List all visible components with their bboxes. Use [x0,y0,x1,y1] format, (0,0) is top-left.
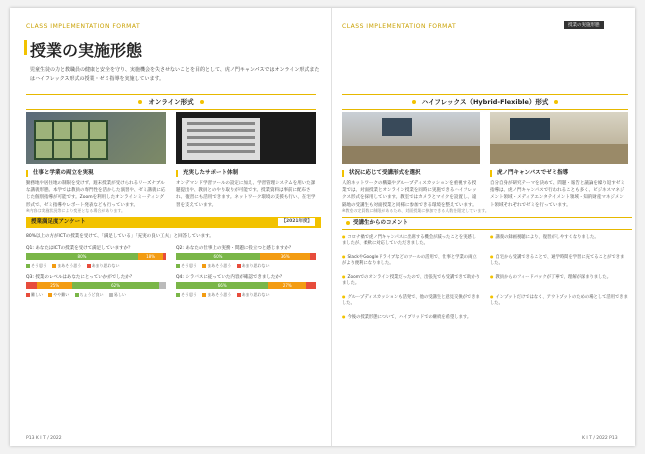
legend-label: そう思う [31,263,47,268]
comment-item: ● 自宅から受講できることで、通学時間を学習に充てることができました。 [490,254,628,268]
card-text-2: オンデマンド学習ツールの設定に加え、学習管理システムを用いた課題提出や、教員とのやり取りが可能です。授業資料は事前に配布され、復習にも活用できます。ネットワーク環境の支援も行い、在宅学習を支えています。 [176,181,316,208]
legend-swatch [87,264,91,268]
legend-swatch [48,293,52,297]
screen-window [182,118,260,160]
survey-bar-q2 [176,253,316,260]
survey-year-badge: 【2021年度】 [278,218,315,226]
brochure-spread [10,8,635,446]
bar-segment [26,282,37,289]
page-title: 授業の実施形態 [30,41,143,60]
dot-icon [200,100,204,104]
classroom-screen [510,118,550,140]
card-title-3: 状況に応じて受講形式を選択 [342,170,421,177]
comment-item: ● 教員からのフィードバックが丁寧で、理解が深まりました。 [490,274,628,281]
bar-segment: 60% [176,253,260,260]
bar-segment: 36% [260,253,310,260]
comment-item: ● インプットだけではなく、アウトプットのための場として活用できました。 [490,294,628,308]
legend-swatch [109,293,113,297]
bar-segment: 25% [37,282,72,289]
question-1: Q1: あなたはICTの授業を受けて満足していますか？ [26,246,133,251]
comment-item: ● 今後の授業形態について、ハイブリッドでの継続を希望します。 [342,314,480,321]
bar-segment: 62% [72,282,159,289]
legend-label: まあそう思う [207,292,232,297]
legend-q2 [172,263,270,269]
legend-q3 [22,292,126,298]
bar-segment: 18% [138,253,163,260]
hyflex-photo-1 [342,112,480,164]
legend-swatch [202,264,206,268]
survey-bar-q3 [26,282,166,289]
legend-label: 易しい [113,292,126,297]
legend-swatch [176,264,180,268]
legend-swatch [26,293,30,297]
online-photo-2 [176,112,316,164]
question-2: Q2: あなたの仕事上の実務・問題に役立つと感じますか？ [176,246,294,251]
dot-icon [412,100,416,104]
card-text-4: 自分自身が研究テーマを決めて、問題・報告と議論を繰り返すゼミ指導は、虎ノ門キャンパスで行われることも多く、ビジネスマネジメント領域・メディアエンタテイメント領域・知的財産マネジメント領域それぞれでゼミを行っています。 [490,181,625,208]
survey-heading [26,217,321,228]
hyflex-photo-2 [490,112,628,164]
legend-q4 [172,292,270,298]
comment-item: ● コロナ禍で虎ノ門キャンパスに出席する機会が減ったことを実感しましたが、柔軟に対応していただきました。 [342,234,480,248]
comment-item: ● 講義の録画視聴により、復習がしやすくなりました。 [490,234,628,241]
legend-label: そう思う [181,263,197,268]
card-text-3: 人的ネットワークの構築やグループディスカッションを重視する授業では、対面授業とオンライン授業を同時に実施できるハイフレックス形式を採用しています。教室ではカメラとマイクを設置し、遠隔地の受講生も対面授業と同様に参加できる環境を整えています。 [342,181,477,208]
legend-label: あまり思わない [241,263,270,268]
bar-segment [159,282,166,289]
classroom-desk [490,144,628,164]
online-photo-1 [26,112,166,164]
hyflex-section-heading [342,94,628,110]
section-tab: 授業の実施形態 [564,21,604,29]
dot-icon [554,100,558,104]
eyebrow-label-right: CLASS IMPLEMENTATION FORMAT [342,23,457,30]
dot-icon [138,100,142,104]
online-heading-text: オンライン形式 [148,98,194,106]
legend-q1 [22,263,120,269]
legend-label: あまり思わない [241,292,270,297]
hyflex-heading-text: ハイフレックス（Hybrid-Flexible）形式 [421,98,549,106]
classroom-desk [342,146,480,164]
bar-segment: 27% [268,282,306,289]
classroom-screen [382,118,412,136]
comment-heading-text: 受講生からのコメント [353,220,409,226]
survey-heading-text: 授業満足度アンケート [31,219,86,225]
survey-intro: 80%以上の方がICTの授業を受けて、「満足している」「充実の良い工夫」と回答しています。 [26,234,214,239]
card-title-2: 充実したサポート体制 [176,170,238,177]
legend-label: そう思う [181,292,197,297]
legend-swatch [75,293,79,297]
legend-label: やや難い [53,292,70,297]
page-number-left: P13 K I T / 2022 [26,436,62,441]
bar-segment: 66% [176,282,268,289]
legend-swatch [26,264,30,268]
video-grid [36,122,106,158]
left-page [10,8,331,446]
bar-segment: 80% [26,253,138,260]
survey-bar-q1 [26,253,166,260]
question-4: Q4: シラバスに従っていた内容が確認できましたか？ [176,275,285,280]
comment-item: ● SlackやGoogleドライブなどのツールの活用で、仕事と学業の両立がより便利になりました。 [342,254,480,268]
bar-segment [306,282,316,289]
legend-swatch [237,293,241,297]
footnote: ※内容は実施状況等により変更となる場合があります。 [26,208,126,213]
footnote-right: ※教室の定員数に制限があるため、対面授業に参加できる人数を限定しています。 [342,208,489,213]
legend-label: まあそう思う [207,263,232,268]
page-number-right: K I T / 2022 P13 [582,436,618,441]
card-title-1: 仕事と学業の両立を実現 [26,170,94,177]
legend-label: 難しい [31,292,43,297]
bar-segment [163,253,166,260]
legend-swatch [52,264,56,268]
legend-label: あまり思わない [91,263,120,268]
card-text-1: 勤務地や居住地の制限を受けず、週末授業が受けられるリーズナブルな講義形態。本学では教員の専門性を活かした演習や、ゼミ講義に応じた個別指導が可能です。Zoomを利用したオンラインミーティング形式で、ゼミ指導やレポート発表なども行っています。 [26,181,166,208]
question-3: Q3: 授業のレベルはあなたにとっていかがでしたか？ [26,275,135,280]
dot-icon [346,221,350,225]
bar-segment [310,253,316,260]
comment-heading [342,217,632,230]
eyebrow-label: CLASS IMPLEMENTATION FORMAT [26,23,141,30]
comment-item: ● グループディスカッションも活発で、他の受講生と意見交換ができました。 [342,294,480,308]
right-page [332,8,635,446]
legend-label: まあそう思う [57,263,82,268]
title-accent-bar [24,40,27,55]
legend-swatch [202,293,206,297]
survey-bar-q4 [176,282,316,289]
intro-text: 児童生徒の力と教職員の健康と安全を守り、実施機会を失させないことを目的として、虎ノ門キャンパスではオンライン形式またはハイフレックス形式の授業・ゼミ指導を実施しています。 [30,67,320,82]
comment-item: ● Zoomでのオンライン授業だったので、出張先でも受講できて助かりました。 [342,274,480,288]
legend-swatch [176,293,180,297]
legend-label: ちょうど良い [79,292,104,297]
online-section-heading [26,94,316,110]
legend-swatch [237,264,241,268]
card-title-4: 虎ノ門キャンパスでゼミ指導 [490,170,568,177]
